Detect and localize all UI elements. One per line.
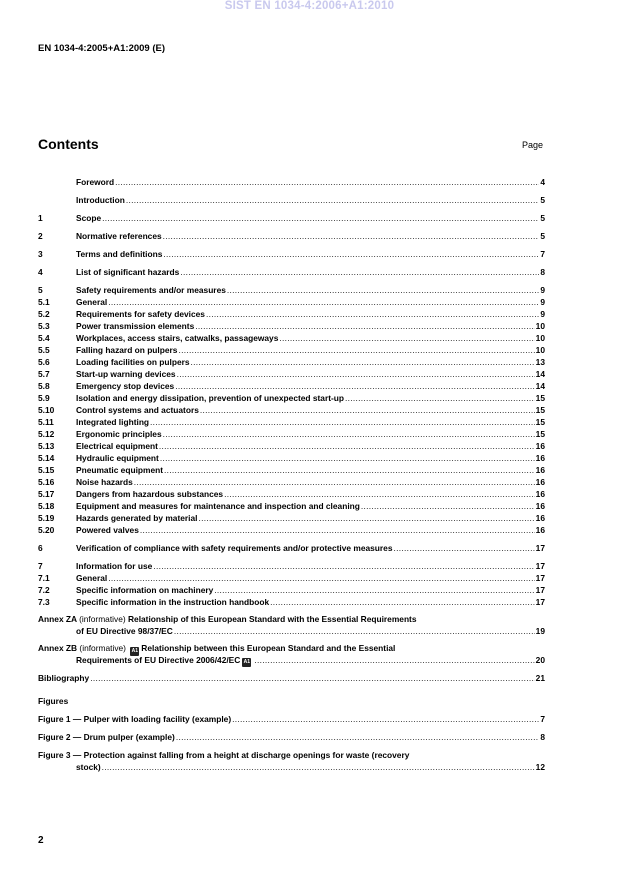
- entry-title: Loading facilities on pulpers: [76, 357, 190, 367]
- toc-entry[interactable]: [38, 488, 545, 500]
- dot-leader: [175, 380, 534, 392]
- page-ref: 8: [540, 732, 545, 742]
- dot-leader: [108, 572, 534, 584]
- entry-title: General: [76, 297, 108, 307]
- entry-number: 5.2: [38, 309, 50, 319]
- entry-title: Powered valves: [76, 525, 139, 535]
- entry-number: 5.5: [38, 345, 50, 355]
- entry-number: 5.11: [38, 417, 54, 427]
- page-ref: 16: [535, 453, 545, 463]
- entry-title: Noise hazards: [76, 477, 133, 487]
- dot-leader: [90, 672, 534, 684]
- entry-title: Requirements for safety devices: [76, 309, 205, 319]
- annex-label: Annex ZB: [38, 643, 78, 653]
- watermark: SIST EN 1034-4:2006+A1:2010: [224, 0, 395, 12]
- figure-title: Figure 1 — Pulper with loading facility (example): [38, 714, 232, 724]
- dot-leader: [178, 344, 534, 356]
- entry-number: 7.1: [38, 573, 50, 583]
- page-ref: 8: [540, 267, 545, 277]
- entry-number: 4: [38, 267, 43, 277]
- entry-number: 7.3: [38, 597, 50, 607]
- entry-title: Pneumatic equipment: [76, 465, 164, 475]
- page-ref: 15: [535, 393, 545, 403]
- toc-entry[interactable]: [38, 344, 545, 356]
- annex-title-continued[interactable]: [38, 625, 545, 637]
- entry-title: Ergonomic principles: [76, 429, 162, 439]
- page-ref: 16: [535, 489, 545, 499]
- annex-qualifier: (informative): [79, 614, 126, 624]
- amendment-start-marker: A1: [131, 648, 138, 654]
- toc-entry[interactable]: [38, 512, 545, 524]
- toc-entry[interactable]: [38, 284, 545, 296]
- figure-title-line2: stock): [76, 762, 101, 772]
- toc-entry[interactable]: [38, 428, 545, 440]
- page-ref: 13: [535, 357, 545, 367]
- entry-title: Specific information on machinery: [76, 585, 214, 595]
- page-ref: 16: [535, 465, 545, 475]
- dot-leader: [102, 761, 535, 773]
- toc-entry[interactable]: [38, 308, 545, 320]
- toc-entry[interactable]: [38, 572, 545, 584]
- page-ref: 16: [535, 513, 545, 523]
- page-ref: 19: [535, 626, 545, 636]
- figure-entry[interactable]: [38, 749, 545, 761]
- toc-entry[interactable]: [38, 194, 545, 206]
- toc-entry[interactable]: [38, 500, 545, 512]
- page-ref: 14: [535, 381, 545, 391]
- entry-number: 5.16: [38, 477, 55, 487]
- dot-leader: [159, 440, 535, 452]
- dot-leader: [254, 654, 534, 666]
- entry-title: Control systems and actuators: [76, 405, 199, 415]
- page-ref: 9: [540, 285, 545, 295]
- annex-title: Relationship between this European Standard and the Essential: [141, 643, 396, 653]
- entry-number: 3: [38, 249, 43, 259]
- entry-number: 5.7: [38, 369, 50, 379]
- entry-title: Falling hazard on pulpers: [76, 345, 178, 355]
- entry-title: Isolation and energy dissipation, prevention of unexpected start-up: [76, 393, 345, 403]
- document-header: EN 1034-4:2005+A1:2009 (E): [38, 43, 166, 54]
- entry-title: General: [76, 573, 108, 583]
- dot-leader: [345, 392, 535, 404]
- toc-entry[interactable]: [38, 230, 545, 242]
- entry-number: 5.1: [38, 297, 50, 307]
- entry-title: Specific information in the instruction handbook: [76, 597, 270, 607]
- entry-number: 5.3: [38, 321, 50, 331]
- page-column-label: Page: [522, 140, 544, 150]
- toc-entry[interactable]: [38, 560, 545, 572]
- dot-leader: [150, 416, 535, 428]
- annex-title-continued[interactable]: [38, 654, 545, 666]
- entry-title: Dangers from hazardous substances: [76, 489, 224, 499]
- entry-number: 5.4: [38, 333, 50, 343]
- entry-number: 5.18: [38, 501, 55, 511]
- toc-entry[interactable]: [38, 404, 545, 416]
- entry-number: 5.20: [38, 525, 55, 535]
- figure-title-continued[interactable]: [38, 761, 545, 773]
- dot-leader: [191, 356, 535, 368]
- page-ref: 5: [540, 231, 545, 241]
- dot-leader: [153, 560, 534, 572]
- toc-entry[interactable]: [38, 392, 545, 404]
- toc-entry[interactable]: [38, 356, 545, 368]
- bibliography-title: Bibliography: [38, 673, 90, 683]
- page-ref: 14: [535, 369, 545, 379]
- entry-number: 5.8: [38, 381, 50, 391]
- entry-title: Equipment and measures for maintenance and inspection and cleaning: [76, 501, 360, 511]
- annex-title-line2: of EU Directive 98/37/EC: [76, 626, 173, 636]
- bibliography-entry[interactable]: [38, 672, 545, 684]
- dot-leader: [270, 596, 535, 608]
- page-ref: 17: [535, 597, 545, 607]
- page-ref: 10: [535, 321, 545, 331]
- entry-title: Workplaces, access stairs, catwalks, passageways: [76, 333, 279, 343]
- entry-title: Hydraulic equipment: [76, 453, 159, 463]
- dot-leader: [199, 512, 535, 524]
- amendment-end-marker: A1: [243, 659, 251, 665]
- figure-title: Figure 2 — Drum pulper (example): [38, 732, 175, 742]
- dot-leader: [108, 296, 539, 308]
- page-ref: 17: [535, 573, 545, 583]
- entry-title: Information for use: [76, 561, 153, 571]
- figure-entry[interactable]: [38, 731, 545, 743]
- dot-leader: [140, 524, 535, 536]
- dot-leader: [176, 731, 540, 743]
- page-ref: 15: [535, 429, 545, 439]
- dot-leader: [163, 428, 535, 440]
- page-ref: 16: [535, 525, 545, 535]
- page-ref: 16: [535, 477, 545, 487]
- page-ref: 20: [535, 655, 545, 665]
- table-of-contents: [38, 176, 545, 773]
- annex-title-line2: Requirements of EU Directive 2006/42/EC: [76, 655, 241, 665]
- toc-entry[interactable]: [38, 542, 545, 554]
- entry-number: 5.6: [38, 357, 50, 367]
- dot-leader: [361, 500, 535, 512]
- page-ref: 5: [540, 195, 545, 205]
- figure-title: Figure 3 — Protection against falling from a height at discharge openings for waste (recovery: [38, 750, 410, 760]
- page-ref: 15: [535, 417, 545, 427]
- toc-entry[interactable]: [38, 584, 545, 596]
- dot-leader: [200, 404, 535, 416]
- entry-title: Verification of compliance with safety requirements and/or protective measures: [76, 543, 393, 553]
- entry-title: List of significant hazards: [76, 267, 180, 277]
- toc-entry[interactable]: [38, 212, 545, 224]
- toc-entry[interactable]: [38, 416, 545, 428]
- dot-leader: [102, 212, 539, 224]
- toc-entry[interactable]: [38, 320, 545, 332]
- entry-number: 5.13: [38, 441, 55, 451]
- toc-entry[interactable]: [38, 596, 545, 608]
- annex-heading[interactable]: [38, 642, 545, 654]
- annex-label: Annex ZA: [38, 614, 77, 624]
- entry-title: Emergency stop devices: [76, 381, 175, 391]
- toc-entry[interactable]: [38, 176, 545, 188]
- dot-leader: [227, 284, 539, 296]
- page-ref: 10: [535, 333, 545, 343]
- page-ref: 16: [535, 501, 545, 511]
- dot-leader: [126, 194, 539, 206]
- figure-entry[interactable]: [38, 713, 545, 725]
- entry-title: Hazards generated by material: [76, 513, 198, 523]
- entry-number: 5.19: [38, 513, 55, 523]
- page-ref: 21: [535, 673, 545, 683]
- dot-leader: [160, 452, 535, 464]
- entry-number: 6: [38, 543, 43, 553]
- page-ref: 17: [535, 585, 545, 595]
- dot-leader: [224, 488, 535, 500]
- entry-number: 7: [38, 561, 43, 571]
- page-ref: 4: [540, 177, 545, 187]
- toc-entry[interactable]: [38, 266, 545, 278]
- dot-leader: [164, 464, 535, 476]
- entry-number: 5.17: [38, 489, 55, 499]
- dot-leader: [115, 176, 539, 188]
- toc-entry[interactable]: [38, 296, 545, 308]
- toc-entry[interactable]: [38, 464, 545, 476]
- figures-heading: Figures: [38, 696, 69, 706]
- entry-number: 5.10: [38, 405, 55, 415]
- entry-title: Start-up warning devices: [76, 369, 176, 379]
- dot-leader: [134, 476, 535, 488]
- entry-title: Normative references: [76, 231, 162, 241]
- dot-leader: [214, 584, 534, 596]
- annex-title: Relationship of this European Standard with the Essential Requirements: [127, 614, 417, 624]
- toc-entry[interactable]: [38, 476, 545, 488]
- dot-leader: [206, 308, 539, 320]
- entry-number: 5.12: [38, 429, 55, 439]
- entry-title: Foreword: [76, 177, 115, 187]
- dot-leader: [163, 248, 539, 260]
- entry-title: Introduction: [76, 195, 125, 205]
- page-ref: 17: [535, 543, 545, 553]
- entry-number: 5: [38, 285, 43, 295]
- page-ref: 9: [540, 297, 545, 307]
- dot-leader: [232, 713, 539, 725]
- toc-entry[interactable]: [38, 524, 545, 536]
- toc-entry[interactable]: [38, 332, 545, 344]
- dot-leader: [279, 332, 534, 344]
- entry-number: 2: [38, 231, 43, 241]
- entry-number: 5.14: [38, 453, 55, 463]
- entry-number: 5.9: [38, 393, 50, 403]
- entry-number: 1: [38, 213, 43, 223]
- toc-entry[interactable]: [38, 248, 545, 260]
- page-ref: 5: [540, 213, 545, 223]
- entry-title: Safety requirements and/or measures: [76, 285, 226, 295]
- entry-title: Power transmission elements: [76, 321, 195, 331]
- toc-entry[interactable]: [38, 452, 545, 464]
- page-ref: 7: [540, 714, 545, 724]
- page-ref: 7: [540, 249, 545, 259]
- annex-qualifier: (informative): [79, 643, 126, 653]
- annex-heading[interactable]: [38, 613, 545, 625]
- dot-leader: [177, 368, 535, 380]
- page-ref: 16: [535, 441, 545, 451]
- dot-leader: [163, 230, 540, 242]
- page-ref: 9: [540, 309, 545, 319]
- entry-title: Terms and definitions: [76, 249, 163, 259]
- dot-leader: [180, 266, 539, 278]
- page-ref: 10: [535, 345, 545, 355]
- dot-leader: [174, 625, 535, 637]
- page-ref: 17: [535, 561, 545, 571]
- dot-leader: [394, 542, 535, 554]
- page-ref: 15: [535, 405, 545, 415]
- toc-entry[interactable]: [38, 440, 545, 452]
- entry-number: 5.15: [38, 465, 55, 475]
- entry-title: Electrical equipment: [76, 441, 158, 451]
- entry-number: 7.2: [38, 585, 50, 595]
- toc-entry[interactable]: [38, 380, 545, 392]
- toc-entry[interactable]: [38, 368, 545, 380]
- contents-title: Contents: [38, 136, 99, 152]
- entry-title: Scope: [76, 213, 102, 223]
- page-ref: 12: [535, 762, 545, 772]
- dot-leader: [195, 320, 534, 332]
- page-number: 2: [38, 835, 44, 846]
- entry-title: Integrated lighting: [76, 417, 150, 427]
